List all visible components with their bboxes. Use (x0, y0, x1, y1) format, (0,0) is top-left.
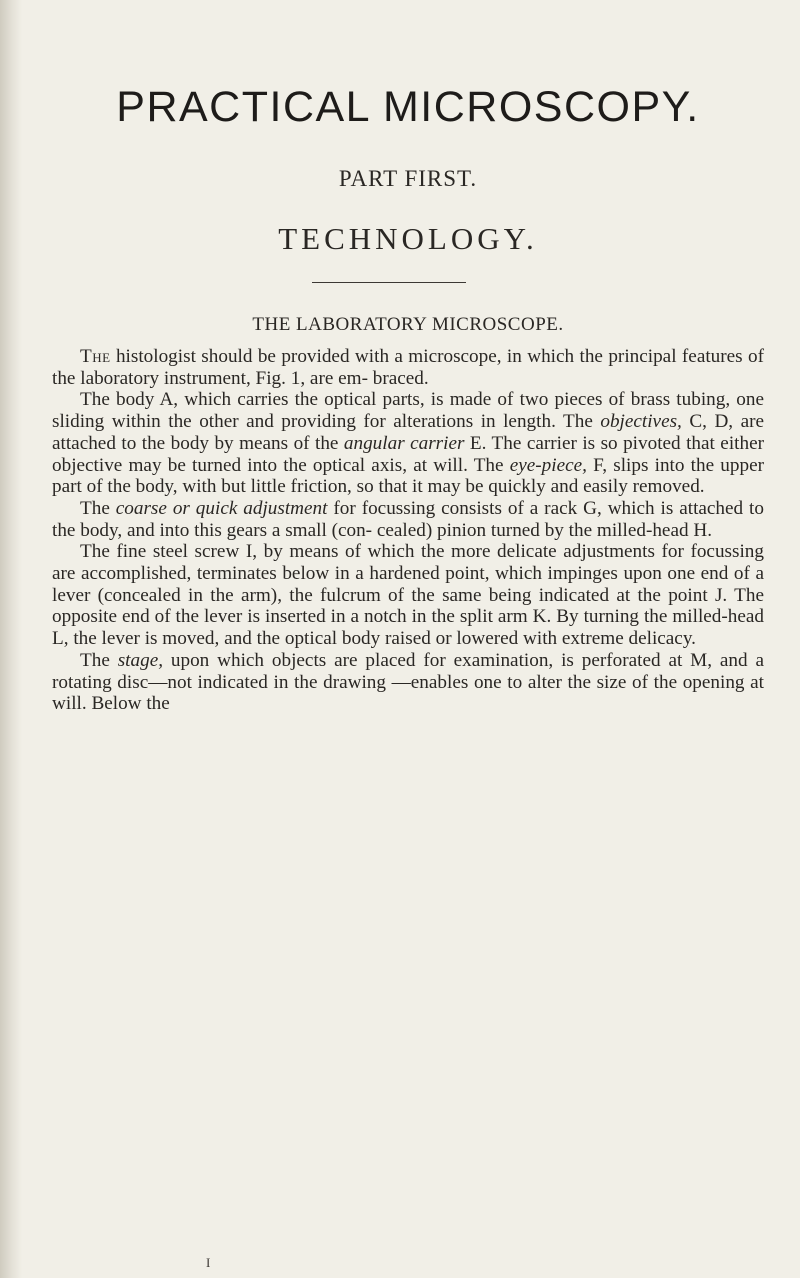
paragraph-text: upon which objects are placed for examination, is perforated at M, and a rotating disc—not indicated in the drawing —enables one to alter the size of the opening at will. Below the (52, 649, 764, 715)
paragraph-2 (52, 389, 764, 498)
paragraph-4: The fine steel screw I, by means of which the more delicate adjustments for focussing are accomplished, terminates below in a hardened point, which impinges upon one end of a lever (concealed in the arm), the fulcrum of the same being indicated at the point J. The opposite end of the lever is inserted in a notch in the split arm K. By turning the milled-head L, the lever is moved, and the optical body raised or lowered with extreme delicacy. (52, 541, 764, 650)
paragraph-text: for focussing consists of a rack G, which is attached to the body, and into this gears a small (con- cealed) pinion turned by the milled-head H. (52, 497, 764, 541)
italic-term: eye-piece, (509, 454, 587, 476)
section-heading: TECHNOLOGY. (278, 221, 538, 256)
signature-mark: I (206, 1255, 211, 1270)
book-page (52, 0, 764, 1278)
paragraph-text: F, slips into the upper part of the body, with but little friction, so that it may be quickly and easily removed. (52, 454, 764, 498)
paragraph-5 (52, 650, 764, 715)
paragraph-text: histologist should be provided with a microscope, in which the principal features of the laboratory instrument, Fig. 1, are em- braced. (52, 346, 764, 389)
body-text (52, 346, 764, 715)
chapter-heading: THE LABORATORY MICROSCOPE. (252, 314, 564, 335)
italic-term: stage, (117, 649, 164, 671)
italic-term: angular carrier (343, 432, 465, 454)
paragraph-text: C, D, are attached to the body by means of the (52, 411, 765, 454)
paragraph-text: The (80, 497, 116, 519)
page-title: PRACTICAL MICROSCOPY. (116, 83, 700, 131)
paragraph-3 (52, 498, 764, 541)
part-heading: PART FIRST. (338, 166, 478, 191)
italic-term: coarse or quick adjustment (115, 497, 328, 519)
paragraph-lead-word: The (80, 346, 111, 367)
paragraph-text: E. The carrier is so pivoted that either objective may be turned into the optical axis, at will. The (52, 432, 764, 476)
paragraph-1 (52, 346, 764, 389)
paragraph-text: The (80, 649, 118, 671)
italic-term: objectives, (600, 411, 682, 433)
paragraph-text: The body A, which carries the optical parts, is made of two pieces of brass tubing, one sliding within the other and providing for alterations in length. The (52, 389, 764, 433)
page-edge-shadow (0, 0, 22, 1278)
divider-rule (312, 282, 466, 283)
